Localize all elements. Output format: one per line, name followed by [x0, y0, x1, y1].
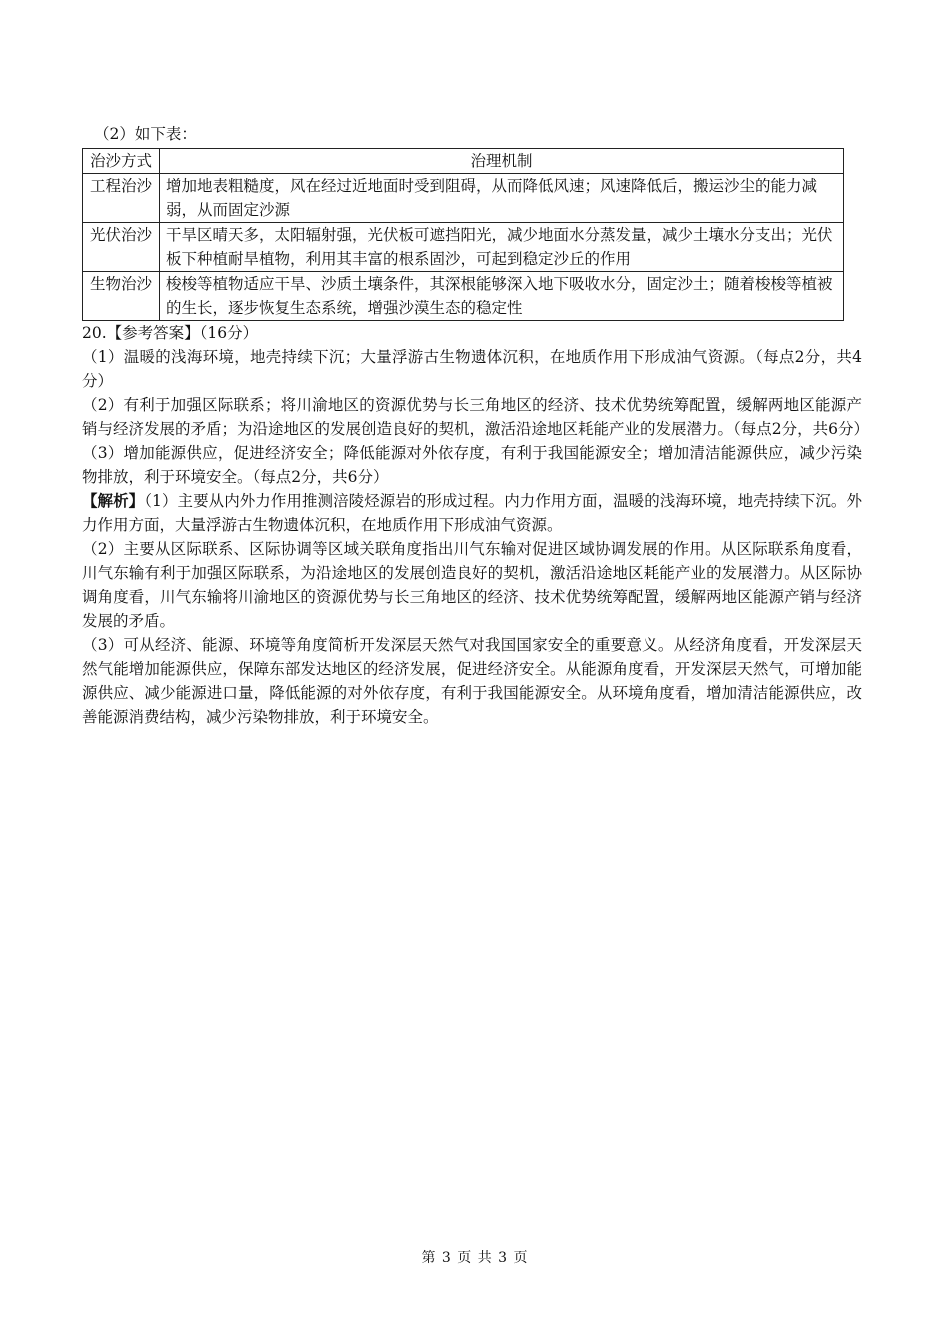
mechanism-cell: 干旱区晴天多，太阳辐射强，光伏板可遮挡阳光，减少地面水分蒸发量，减少土壤水分支出；光伏板下种植耐旱植物，利用其丰富的根系固沙，可起到稳定沙丘的作用 — [160, 223, 844, 272]
q20-answer-3: （3）增加能源供应，促进经济安全；降低能源对外依存度，有利于我国能源安全；增加清洁能源供应，减少污染物排放，利于环境安全。（每点2分，共6分） — [82, 444, 862, 486]
table-row — [83, 174, 844, 223]
analysis-text-1: （1）主要从内外力作用推测涪陵烃源岩的形成过程。内力作用方面，温暖的浅海环境，地壳持续下沉。外力作用方面，大量浮游古生物遗体沉积，在地质作用下形成油气资源。 — [82, 492, 862, 534]
header-mechanism: 治理机制 — [160, 149, 844, 174]
mechanism-cell: 梭梭等植物适应干旱、沙质土壤条件，其深根能够深入地下吸收水分，固定沙土；随着梭梭等植被的生长，逐步恢复生态系统，增强沙漠生态的稳定性 — [160, 272, 844, 321]
page-content — [82, 122, 869, 729]
page-footer: 第 3 页 共 3 页 — [421, 1250, 529, 1266]
q20-answer-1: （1）温暖的浅海环境，地壳持续下沉；大量浮游古生物遗体沉积，在地质作用下形成油气资源。（每点2分，共4分） — [82, 348, 862, 390]
table-row — [83, 272, 844, 321]
mechanism-cell: 增加地表粗糙度，风在经过近地面时受到阻碍，从而降低风速；风速降低后，搬运沙尘的能力减弱，从而固定沙源 — [160, 174, 844, 223]
method-cell: 工程治沙 — [83, 174, 160, 223]
q20-answer-2: （2）有利于加强区际联系；将川渝地区的资源优势与长三角地区的经济、技术优势统筹配置，缓解两地区能源产销与经济发展的矛盾；为沿途地区的发展创造良好的契机，激活沿途地区耗能产业的发展潜力。（每点2分，共6分） — [82, 396, 869, 438]
header-method: 治沙方式 — [83, 149, 160, 174]
table-row — [83, 223, 844, 272]
q20-analysis-3: （3）可从经济、能源、环境等角度简析开发深层天然气对我国国家安全的重要意义。从经济角度看，开发深层天然气能增加能源供应，保障东部发达地区的经济发展，促进经济安全。从能源角度看，开发深层天然气，可增加能源供应、减少能源进口量，降低能源的对外依存度，有利于我国能源安全。从环境角度看，增加清洁能源供应，改善能源消费结构，减少污染物排放，利于环境安全。 — [82, 636, 862, 726]
table-header-row — [83, 149, 844, 174]
sand-control-table — [82, 148, 844, 321]
analysis-label: 【解析】 — [82, 491, 145, 510]
method-cell: 生物治沙 — [83, 272, 160, 321]
q20-analysis-1 — [82, 489, 862, 537]
section-2-intro: （2）如下表： — [94, 125, 197, 143]
q20-heading: 20.【参考答案】（16分） — [82, 324, 259, 342]
method-cell: 光伏治沙 — [83, 223, 160, 272]
q20-analysis-2: （2）主要从区际联系、区际协调等区域关联角度指出川气东输对促进区域协调发展的作用。从区际联系角度看，川气东输有利于加强区际联系，为沿途地区的发展创造良好的契机，激活沿途地区耗能产业的发展潜力。从区际协调角度看，川气东输将川渝地区的资源优势与长三角地区的经济、技术优势统筹配置，缓解两地区能源产销与经济发展的矛盾。 — [82, 540, 862, 630]
